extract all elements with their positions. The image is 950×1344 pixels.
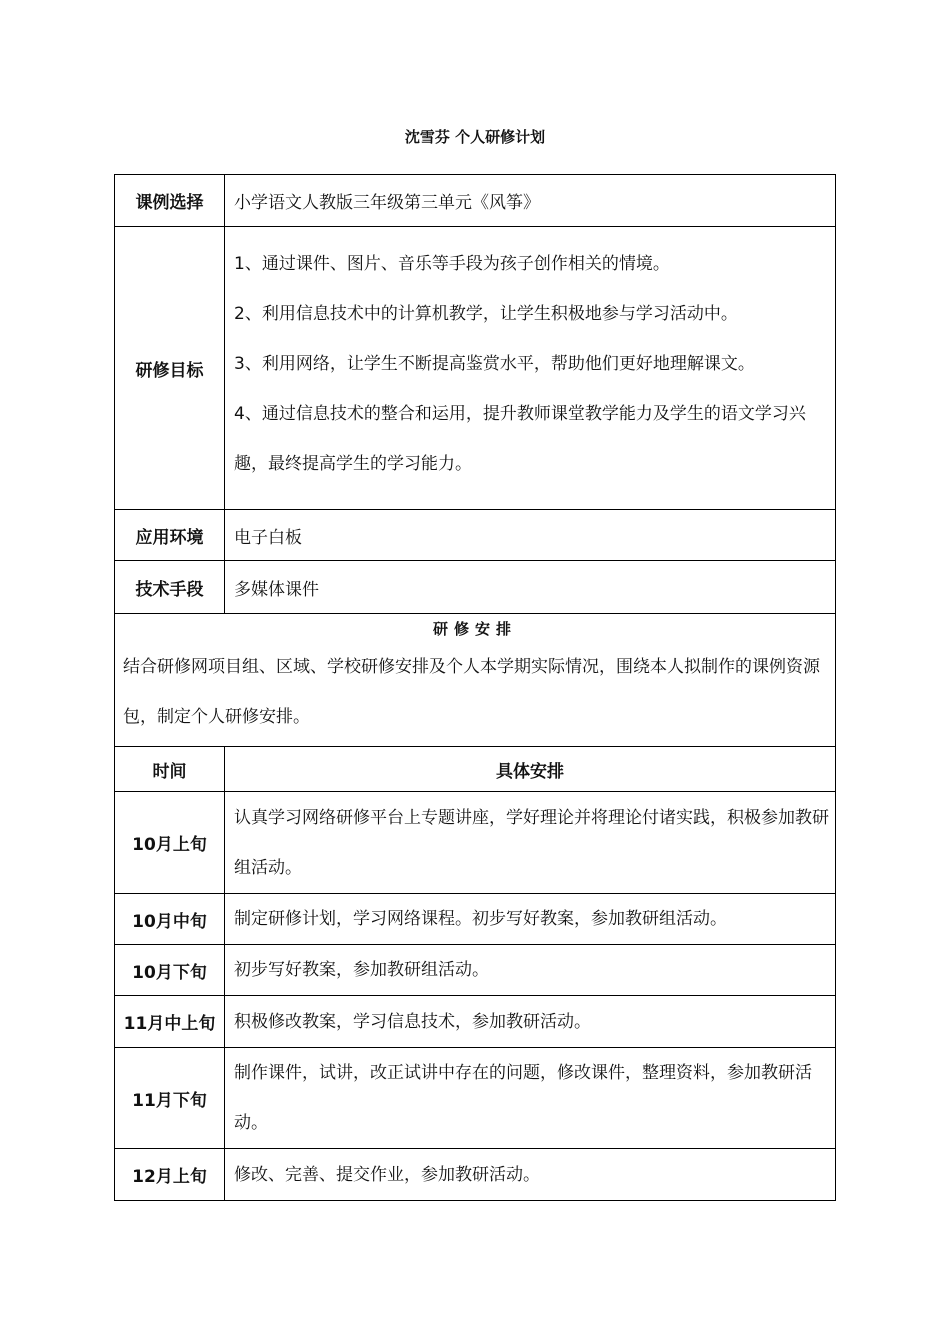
schedule-time: 11月中上旬 bbox=[115, 996, 225, 1048]
table-row bbox=[115, 996, 836, 1048]
schedule-time: 11月下旬 bbox=[115, 1048, 225, 1149]
schedule-plan: 认真学习网络研修平台上专题讲座，学好理论并将理论付诸实践，积极参加教研组活动。 bbox=[225, 792, 836, 894]
technique-row bbox=[115, 561, 836, 614]
col-plan-header: 具体安排 bbox=[225, 747, 836, 792]
goal-item: 4、通过信息技术的整合和运用，提升教师课堂教学能力及学生的语文学习兴趣，最终提高学生的学习能力。 bbox=[234, 404, 806, 474]
goal-item: 3、利用网络，让学生不断提高鉴赏水平，帮助他们更好地理解课文。 bbox=[234, 354, 755, 374]
course-label: 课例选择 bbox=[115, 175, 225, 227]
table-row bbox=[115, 1048, 836, 1149]
plan-table bbox=[114, 174, 836, 1201]
arrangement-cell bbox=[115, 614, 836, 747]
goals-list bbox=[225, 227, 836, 510]
goal-item: 2、利用信息技术中的计算机教学，让学生积极地参与学习活动中。 bbox=[234, 304, 738, 324]
table-row bbox=[115, 894, 836, 945]
schedule-time: 10月上旬 bbox=[115, 792, 225, 894]
course-row bbox=[115, 175, 836, 227]
schedule-plan: 初步写好教案，参加教研组活动。 bbox=[225, 945, 836, 996]
goals-row bbox=[115, 227, 836, 510]
table-row bbox=[115, 945, 836, 996]
schedule-time: 10月下旬 bbox=[115, 945, 225, 996]
schedule-plan: 积极修改教案，学习信息技术，参加教研活动。 bbox=[225, 996, 836, 1048]
arrangement-heading: 研修安排 bbox=[432, 620, 517, 638]
environment-value: 电子白板 bbox=[225, 510, 836, 561]
goals-label: 研修目标 bbox=[115, 227, 225, 510]
environment-label: 应用环境 bbox=[115, 510, 225, 561]
schedule-plan: 制定研修计划，学习网络课程。初步写好教案，参加教研组活动。 bbox=[225, 894, 836, 945]
page-title: 沈雪芬 个人研修计划 bbox=[404, 128, 546, 146]
schedule-header-row bbox=[115, 747, 836, 792]
goal-item: 1、通过课件、图片、音乐等手段为孩子创作相关的情境。 bbox=[234, 254, 670, 274]
arrangement-description: 结合研修网项目组、区域、学校研修安排及个人本学期实际情况，围绕本人拟制作的课例资源包，制定个人研修安排。 bbox=[123, 657, 820, 727]
schedule-time: 12月上旬 bbox=[115, 1149, 225, 1201]
course-value: 小学语文人教版三年级第三单元《风筝》 bbox=[225, 175, 836, 227]
arrangement-row bbox=[115, 614, 836, 747]
technique-label: 技术手段 bbox=[115, 561, 225, 614]
table-row bbox=[115, 1149, 836, 1201]
environment-row bbox=[115, 510, 836, 561]
technique-value: 多媒体课件 bbox=[225, 561, 836, 614]
schedule-plan: 制作课件，试讲，改正试讲中存在的问题，修改课件，整理资料，参加教研活动。 bbox=[225, 1048, 836, 1149]
schedule-time: 10月中旬 bbox=[115, 894, 225, 945]
table-row bbox=[115, 792, 836, 894]
col-time-header: 时间 bbox=[115, 747, 225, 792]
schedule-plan: 修改、完善、提交作业，参加教研活动。 bbox=[225, 1149, 836, 1201]
